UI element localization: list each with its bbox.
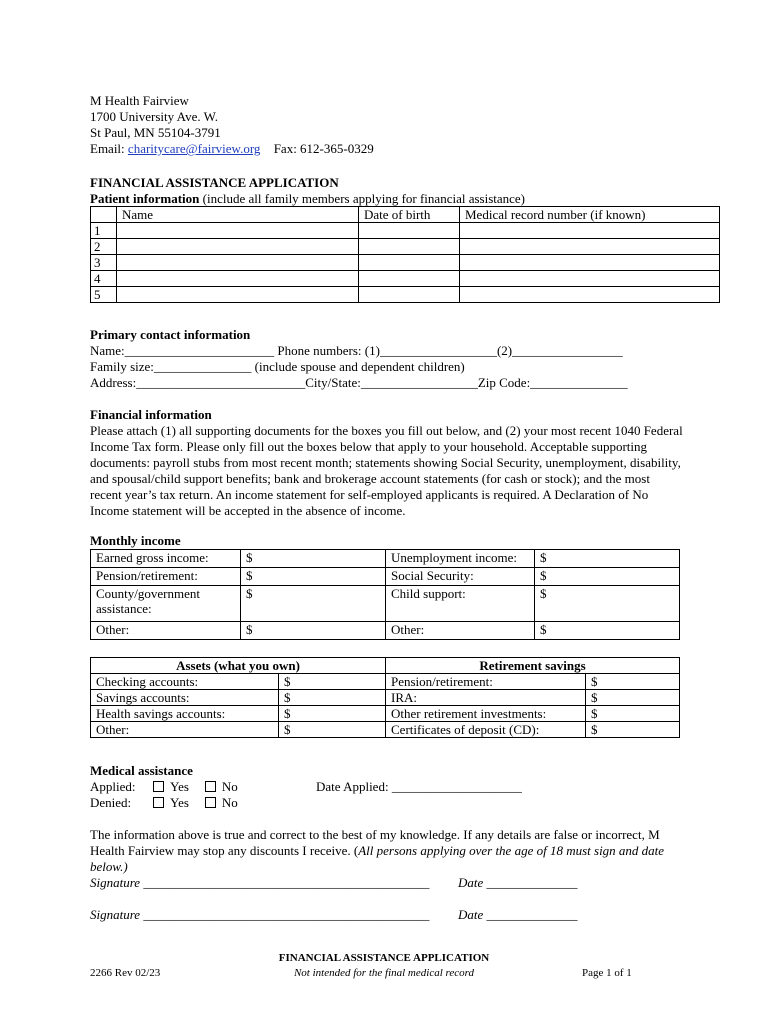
monthly-income-heading: Monthly income [90, 533, 181, 548]
medical-section [90, 763, 690, 811]
assets-table-header [91, 658, 680, 674]
income-amount[interactable]: $ [535, 622, 680, 640]
contact-family-size-line[interactable]: Family size:_______________ (include spouse and dependent children) [90, 359, 465, 374]
org-name: M Health Fairview [90, 93, 189, 108]
denied-yes-label: Yes [170, 795, 189, 810]
fax-number: Fax: 612-365-0329 [273, 141, 374, 156]
retirement-label: IRA: [386, 690, 586, 706]
patient-info-heading: Patient information [90, 191, 200, 206]
applied-yes-label: Yes [170, 779, 189, 794]
retirement-amount[interactable]: $ [586, 674, 680, 690]
table-row [91, 287, 720, 303]
income-amount[interactable]: $ [241, 550, 386, 568]
org-city: St Paul, MN 55104-3791 [90, 125, 221, 140]
income-label: Other: [91, 622, 241, 640]
income-amount[interactable]: $ [241, 622, 386, 640]
retirement-label: Pension/retirement: [386, 674, 586, 690]
attestation-text [90, 827, 682, 875]
table-row [91, 586, 680, 622]
table-row [91, 223, 720, 239]
form-title: FINANCIAL ASSISTANCE APPLICATION [90, 175, 339, 190]
income-label: County/government assistance: [91, 586, 241, 622]
dob-cell[interactable] [359, 255, 460, 271]
patient-col-num [91, 207, 117, 223]
contact-heading: Primary contact information [90, 327, 251, 342]
income-amount[interactable]: $ [535, 568, 680, 586]
email-label: Email: [90, 141, 128, 156]
income-amount[interactable]: $ [535, 586, 680, 622]
table-row [91, 690, 680, 706]
row-number: 2 [91, 239, 117, 255]
income-label: Child support: [386, 586, 535, 622]
patient-col-name: Name [117, 207, 359, 223]
dob-cell[interactable] [359, 223, 460, 239]
row-number: 5 [91, 287, 117, 303]
table-row [91, 722, 680, 738]
asset-amount[interactable]: $ [279, 706, 386, 722]
asset-label: Other: [91, 722, 279, 738]
income-amount[interactable]: $ [241, 568, 386, 586]
financial-instructions: Please attach (1) all supporting documents for the boxes you fill out below, and (2) your most recent 1040 Federal Income Tax form. Please only fill out the boxes below that apply to your household. Acceptable supporting documents: payroll stubs from most recent month; statements showing Social Security, unemployment, disability, and spousal/child support benefits; bank and brokerage account statements (for cash or stock); and the most recent year’s tax return. An income statement for self-employed applicants is required. A Declaration of No Income statement will be accepted in the absence of income. [90, 423, 683, 518]
row-number: 3 [91, 255, 117, 271]
mrn-cell[interactable] [460, 239, 720, 255]
table-row [91, 674, 680, 690]
retirement-amount[interactable]: $ [586, 722, 680, 738]
mrn-cell[interactable] [460, 223, 720, 239]
table-row [91, 622, 680, 640]
income-amount[interactable]: $ [241, 586, 386, 622]
monthly-income-table [90, 549, 680, 640]
retirement-label: Other retirement investments: [386, 706, 586, 722]
dob-cell[interactable] [359, 271, 460, 287]
income-label: Unemployment income: [386, 550, 535, 568]
applied-row [90, 779, 690, 795]
signature-line-2 [90, 907, 690, 923]
patient-col-mrn: Medical record number (if known) [460, 207, 720, 223]
name-cell[interactable] [117, 223, 359, 239]
date-applied-field[interactable]: Date Applied: ____________________ [316, 779, 522, 794]
financial-section [90, 407, 684, 519]
page-number: Page 1 of 1 [582, 967, 632, 979]
signature-line-1 [90, 875, 690, 891]
row-number: 1 [91, 223, 117, 239]
assets-heading: Assets (what you own) [91, 658, 386, 674]
income-label: Social Security: [386, 568, 535, 586]
dob-cell[interactable] [359, 287, 460, 303]
income-label: Pension/retirement: [91, 568, 241, 586]
contact-section [90, 327, 730, 391]
mrn-cell[interactable] [460, 287, 720, 303]
patient-table-header [91, 207, 720, 223]
attestation-italic-note: All persons applying over the age of 18 must sign and date below.) [90, 843, 665, 874]
denied-no-checkbox[interactable] [205, 797, 216, 808]
retirement-amount[interactable]: $ [586, 706, 680, 722]
table-row [91, 271, 720, 287]
income-label: Earned gross income: [91, 550, 241, 568]
denied-label: Denied: [90, 795, 132, 810]
asset-amount[interactable]: $ [279, 674, 386, 690]
name-cell[interactable] [117, 287, 359, 303]
attestation-statement: The information above is true and correct to the best of my knowledge. If any details are false or incorrect, M Health Fairview may stop any discounts I receive. ( [90, 827, 660, 858]
email-link[interactable]: charitycare@fairview.org [127, 141, 261, 156]
asset-amount[interactable]: $ [279, 722, 386, 738]
dob-cell[interactable] [359, 239, 460, 255]
row-number: 4 [91, 271, 117, 287]
financial-heading: Financial information [90, 407, 212, 422]
patient-col-dob: Date of birth [359, 207, 460, 223]
contact-address-line[interactable]: Address:__________________________City/State:__________________Zip Code:_______________ [90, 375, 628, 390]
retirement-heading: Retirement savings [386, 658, 680, 674]
name-cell[interactable] [117, 255, 359, 271]
table-row [91, 255, 720, 271]
denied-row [90, 795, 690, 811]
patient-info-note: (include all family members applying for financial assistance) [199, 191, 526, 206]
retirement-amount[interactable]: $ [586, 690, 680, 706]
asset-amount[interactable]: $ [279, 690, 386, 706]
asset-label: Savings accounts: [91, 690, 279, 706]
medical-heading: Medical assistance [90, 763, 193, 778]
name-cell[interactable] [117, 271, 359, 287]
asset-label: Health savings accounts: [91, 706, 279, 722]
income-amount[interactable]: $ [535, 550, 680, 568]
signature-date-field[interactable]: Date ______________ [458, 875, 578, 890]
patient-info-heading-line [90, 191, 730, 207]
denied-no-label: No [221, 795, 238, 810]
assets-table [90, 657, 680, 738]
retirement-label: Certificates of deposit (CD): [386, 722, 586, 738]
contact-name-phone-line[interactable]: Name:_______________________ Phone numbers: (1)__________________(2)_________________ [90, 343, 623, 358]
applied-no-label: No [221, 779, 238, 794]
org-address-block [90, 93, 490, 157]
table-row [91, 550, 680, 568]
income-label: Other: [386, 622, 535, 640]
mrn-cell[interactable] [460, 255, 720, 271]
table-row [91, 239, 720, 255]
footer-title: FINANCIAL ASSISTANCE APPLICATION [278, 952, 490, 964]
table-row [91, 706, 680, 722]
denied-yes-checkbox[interactable] [153, 797, 164, 808]
attestation [90, 827, 682, 875]
org-street: 1700 University Ave. W. [90, 109, 218, 124]
asset-label: Checking accounts: [91, 674, 279, 690]
name-cell[interactable] [117, 239, 359, 255]
footer-subtitle: Not intended for the final medical record [293, 967, 475, 979]
mrn-cell[interactable] [460, 271, 720, 287]
table-row [91, 568, 680, 586]
signature-date-field[interactable]: Date ______________ [458, 907, 578, 922]
form-number: 2266 Rev 02/23 [90, 967, 161, 979]
applied-yes-checkbox[interactable] [153, 781, 164, 792]
applied-no-checkbox[interactable] [205, 781, 216, 792]
signature-field[interactable]: Signature ____________________________________________ [90, 907, 430, 922]
applied-label: Applied: [90, 779, 136, 794]
patient-table [90, 206, 720, 303]
signature-field[interactable]: Signature ____________________________________________ [90, 875, 430, 890]
org-contact-line [90, 141, 490, 157]
